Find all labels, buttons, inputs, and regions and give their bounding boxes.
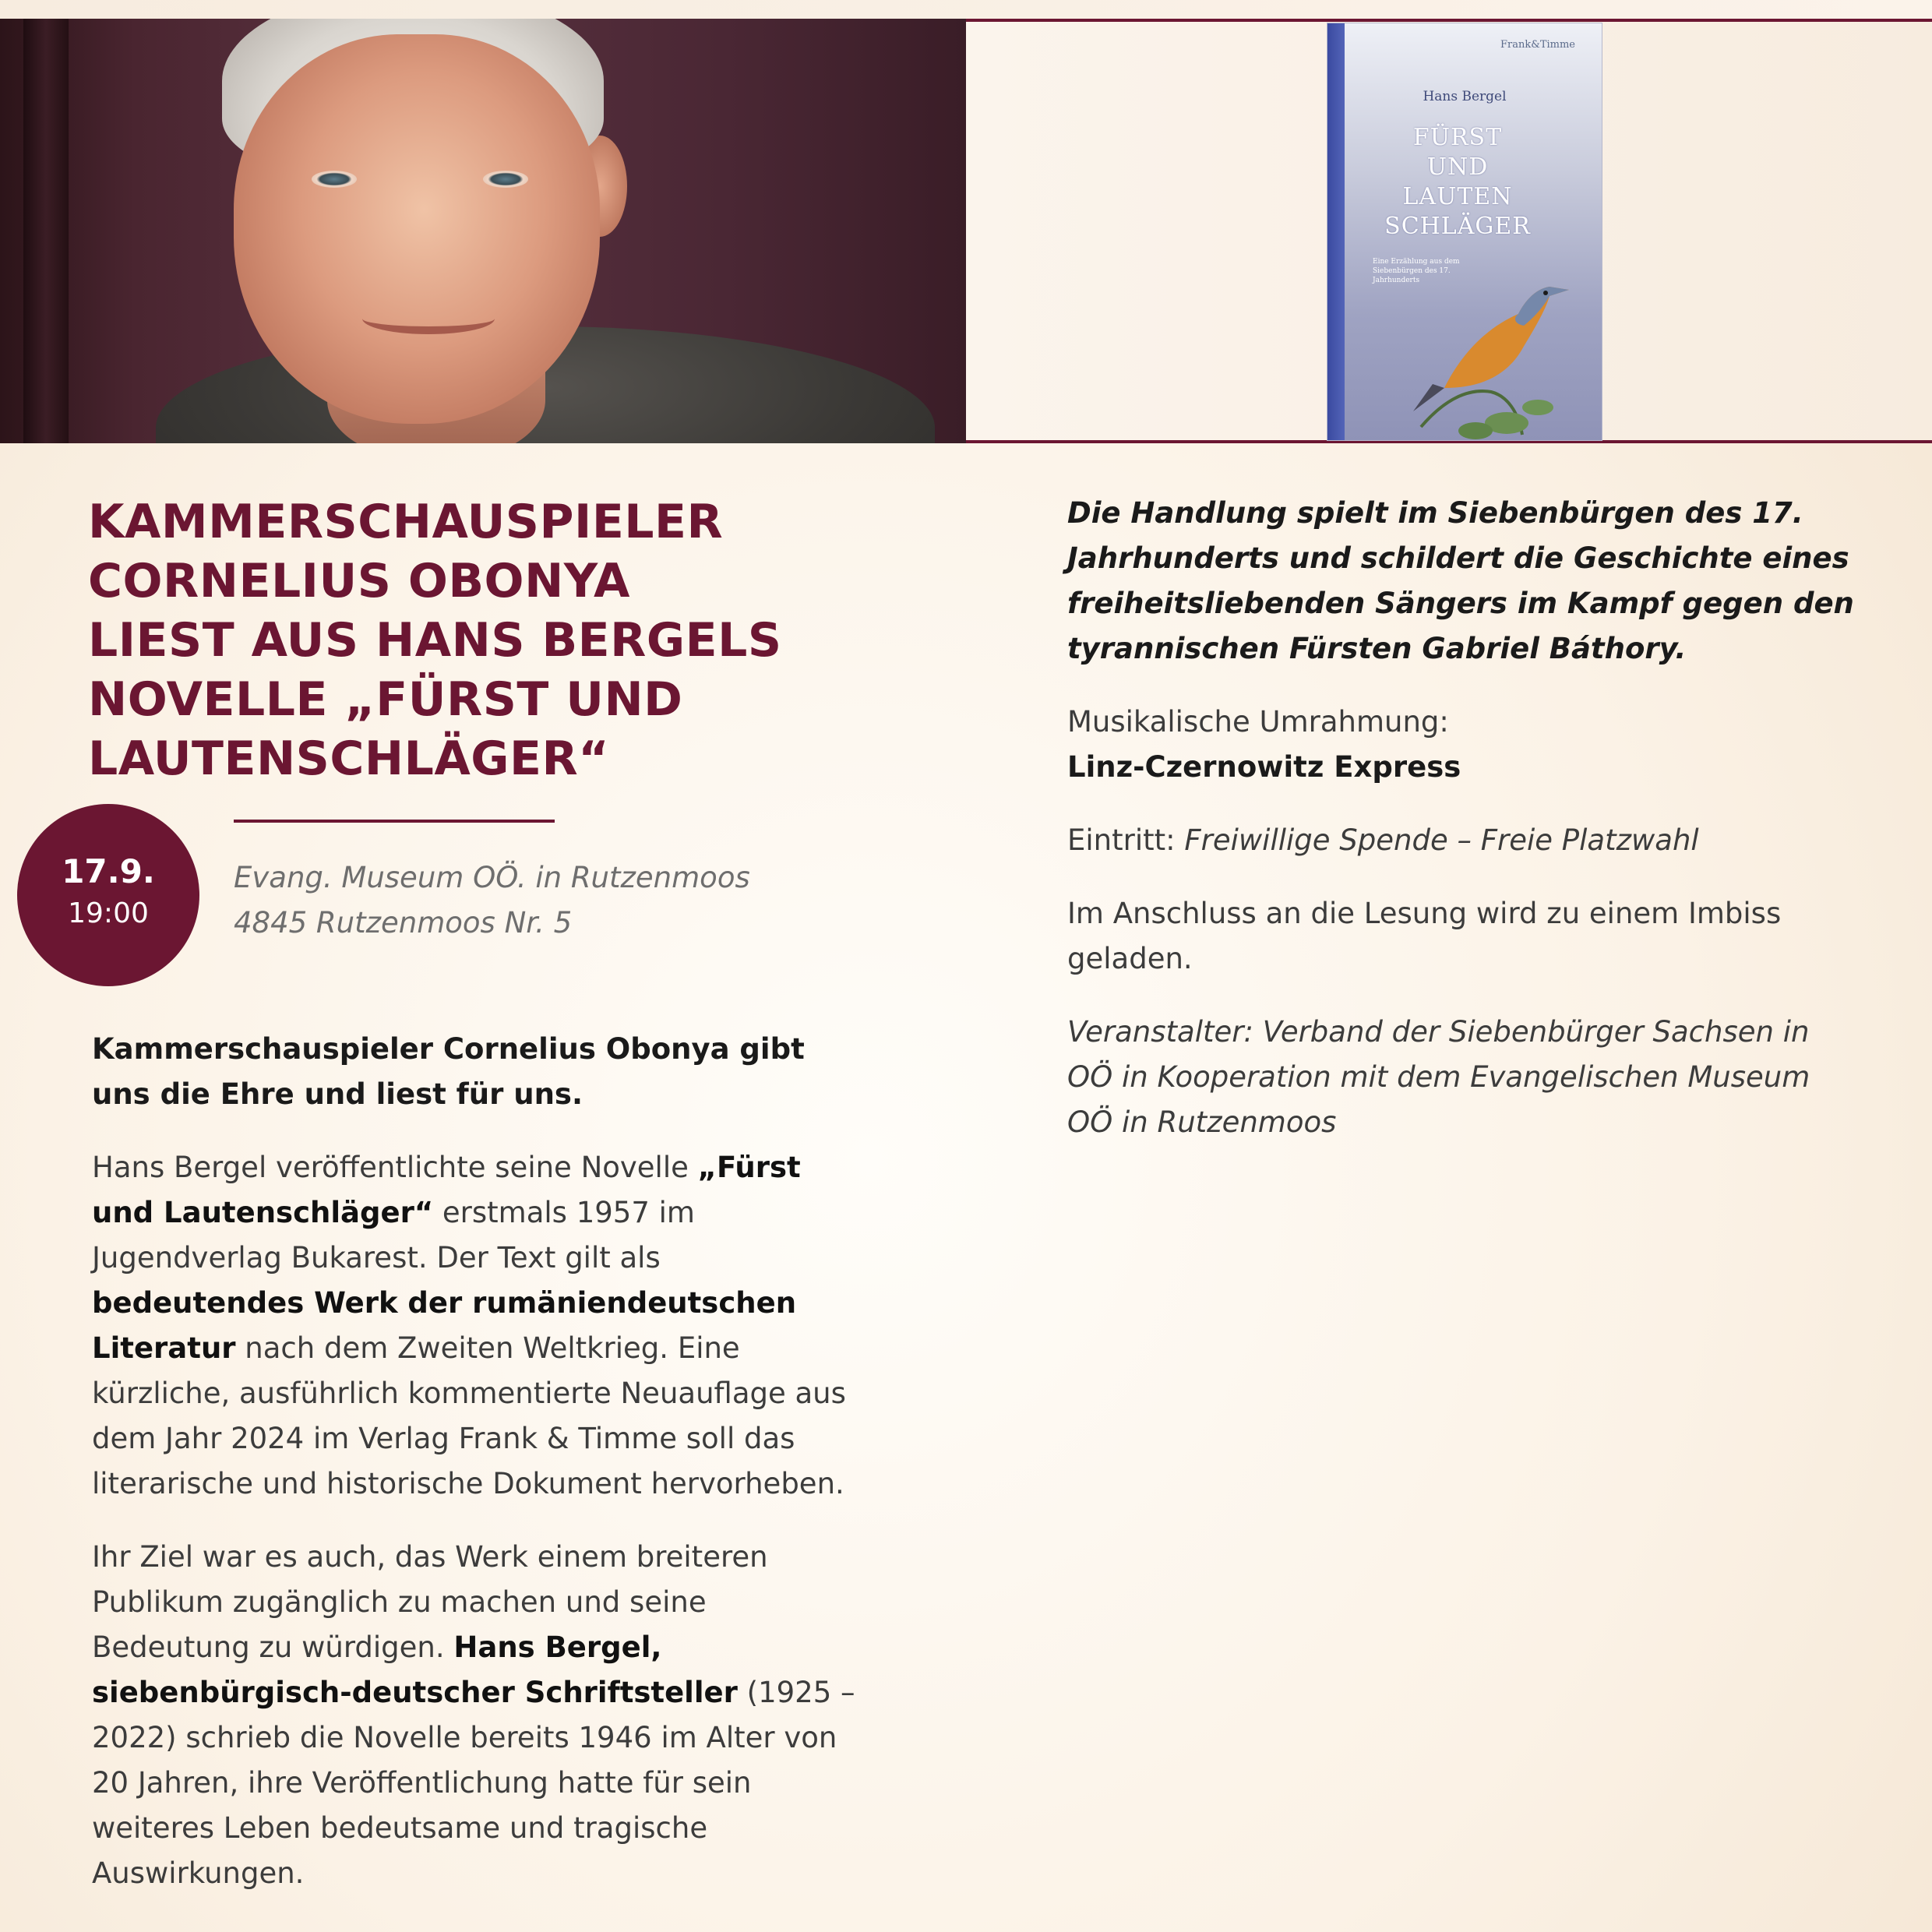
book-title	[1368, 123, 1547, 242]
venue-name: Evang. Museum OÖ. in Rutzenmoos	[234, 861, 750, 894]
book-cover-area	[966, 19, 1932, 443]
book-title-line: FÜRST	[1412, 124, 1503, 151]
event-time: 19:00	[68, 897, 149, 929]
book-cover	[1327, 23, 1602, 440]
door-frame	[23, 19, 69, 443]
book-subtitle: Eine Erzählung aus dem Siebenbürgen des 17. Jahrhunderts	[1373, 258, 1460, 284]
book-title-line: SCHLÄGER	[1384, 213, 1531, 240]
music-value: Linz-Czernowitz Express	[1067, 750, 1461, 784]
emphasis-text: Hans Bergel, siebenbürgisch-deutscher Schriftsteller	[92, 1631, 738, 1709]
headline-line: LAUTENSCHLÄGER“	[88, 732, 610, 786]
right-eye	[483, 171, 528, 188]
music-label: Musikalische Umrahmung:	[1067, 705, 1449, 739]
date-badge	[17, 804, 199, 986]
top-strip	[0, 0, 1932, 19]
left-column	[92, 1027, 863, 1924]
entry-value: Freiwillige Spende – Freie Platzwahl	[1184, 823, 1699, 857]
summary-text: Die Handlung spielt im Siebenbürgen des 17. Jahrhunderts und schildert die Geschichte eines freiheitsliebenden Sängers im Kampf gegen den tyrannischen Fürsten Gabriel Báthory.	[1067, 496, 1854, 665]
book-title-inline: „Fürst und Lautenschläger“	[92, 1151, 801, 1229]
book-title-line: UND	[1426, 153, 1489, 181]
book-spine	[1327, 23, 1345, 440]
book-author: Hans Bergel	[1423, 89, 1507, 104]
emphasis-text: bedeutendes Werk der rumäniendeutschen Literatur	[92, 1286, 797, 1365]
paragraph-1	[92, 1145, 863, 1507]
headline-line: CORNELIUS OBONYA	[88, 554, 630, 608]
headline-line: NOVELLE „FÜRST UND	[88, 672, 683, 727]
bird-illustration	[1390, 232, 1577, 440]
text-span: (1925 – 2022) schrieb die Novelle bereits 1946 im Alter von 20 Jahren, ihre Veröffentlichung hatte für sein weiteres Leben bedeutsame und tragische Auswirkungen.	[92, 1676, 855, 1890]
face	[234, 34, 600, 424]
text-span: nach dem Zweiten Weltkrieg. Eine kürzliche, ausführlich kommentierte Neuauflage aus dem Jahr 2024 im Verlag Frank & Timme soll das literarische und historische Dokument hervorheben.	[92, 1331, 846, 1500]
right-column	[1067, 491, 1862, 1173]
organizer-text: Veranstalter: Verband der Siebenbürger Sachsen in OÖ in Kooperation mit dem Evangelischen Museum OÖ in Rutzenmoos	[1067, 1015, 1810, 1139]
music-info	[1067, 700, 1862, 790]
publisher-logo: Frank&Timme	[1500, 39, 1575, 51]
after-reading-text: Im Anschluss an die Lesung wird zu einem Imbiss geladen.	[1067, 897, 1782, 975]
headline	[88, 492, 805, 788]
book-title-line: LAUTEN	[1402, 183, 1513, 210]
intro-text: Kammerschauspieler Cornelius Obonya gibt uns die Ehre und liest für uns.	[92, 1032, 805, 1111]
portrait-photo	[0, 19, 966, 443]
text-span: Hans Bergel veröffentlichte seine Novelle	[92, 1151, 698, 1184]
text-span: Ihr Ziel war es auch, das Werk einem breiteren Publikum zugänglich zu machen und seine Bedeutung zu würdigen.	[92, 1540, 768, 1664]
entry-label: Eintritt:	[1067, 823, 1185, 857]
entry-info	[1067, 818, 1862, 863]
event-date: 17.9.	[62, 852, 155, 890]
venue	[234, 855, 826, 946]
text-span: erstmals 1957 im Jugendverlag Bukarest. Der Text gilt als	[92, 1196, 695, 1274]
headline-line: LIEST AUS HANS BERGELS	[88, 613, 782, 668]
mouth	[362, 303, 495, 334]
headline-line: KAMMERSCHAUSPIELER	[88, 495, 724, 549]
paragraph-2	[92, 1535, 863, 1896]
left-eye	[312, 171, 357, 188]
venue-address: 4845 Rutzenmoos Nr. 5	[234, 906, 573, 940]
divider	[234, 820, 555, 823]
